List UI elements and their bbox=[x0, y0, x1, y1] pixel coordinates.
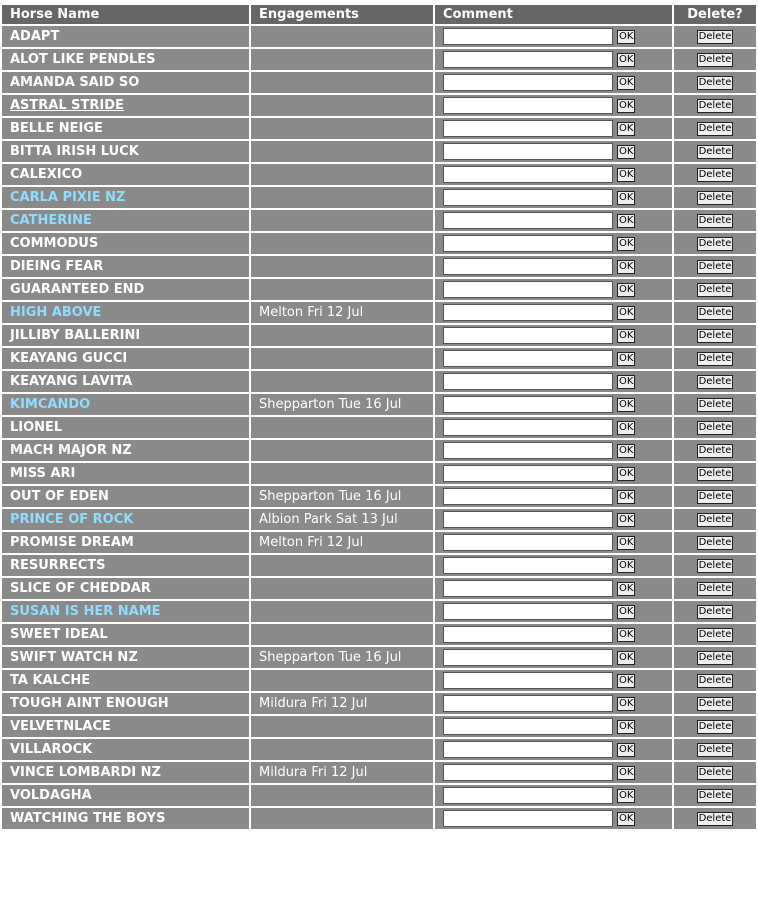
comment-cell bbox=[435, 233, 672, 254]
table-row bbox=[2, 371, 756, 392]
ok-button[interactable]: OK bbox=[619, 191, 634, 203]
delete-cell bbox=[674, 555, 756, 576]
comment-input[interactable] bbox=[443, 97, 613, 114]
horse-name: LIONEL bbox=[2, 417, 249, 438]
comment-input[interactable] bbox=[443, 672, 613, 689]
engagement-text: Mildura Fri 12 Jul bbox=[251, 693, 433, 714]
delete-cell bbox=[674, 72, 756, 93]
ok-button[interactable]: OK bbox=[619, 789, 634, 801]
engagement-text bbox=[251, 95, 433, 116]
comment-cell bbox=[435, 785, 672, 806]
delete-button[interactable]: Delete bbox=[698, 76, 732, 88]
comment-cell bbox=[435, 210, 672, 231]
engagement-text bbox=[251, 601, 433, 622]
comment-cell bbox=[435, 555, 672, 576]
comment-cell bbox=[435, 187, 672, 208]
delete-cell bbox=[674, 647, 756, 668]
comment-input[interactable] bbox=[443, 511, 613, 528]
comment-input[interactable] bbox=[443, 396, 613, 413]
delete-button[interactable]: Delete bbox=[698, 398, 732, 410]
delete-cell bbox=[674, 325, 756, 346]
comment-input[interactable] bbox=[443, 534, 613, 551]
delete-button[interactable]: Delete bbox=[698, 99, 732, 111]
table-row bbox=[2, 785, 756, 806]
ok-button[interactable]: OK bbox=[619, 766, 634, 778]
table-row bbox=[2, 95, 756, 116]
comment-input[interactable] bbox=[443, 327, 613, 344]
engagement-text bbox=[251, 187, 433, 208]
delete-cell bbox=[674, 693, 756, 714]
comment-cell bbox=[435, 325, 672, 346]
delete-button[interactable]: Delete bbox=[698, 283, 732, 295]
table-row bbox=[2, 624, 756, 645]
table-row bbox=[2, 808, 756, 829]
engagement-text bbox=[251, 210, 433, 231]
engagement-text bbox=[251, 624, 433, 645]
horse-name[interactable]: PRINCE OF ROCK bbox=[2, 509, 249, 530]
comment-cell bbox=[435, 716, 672, 737]
comment-cell bbox=[435, 256, 672, 277]
column-header-delete: Delete? bbox=[674, 5, 756, 24]
horse-name: JILLIBY BALLERINI bbox=[2, 325, 249, 346]
horse-table bbox=[0, 3, 758, 831]
ok-button[interactable]: OK bbox=[619, 421, 634, 433]
delete-cell bbox=[674, 118, 756, 139]
horse-name: SWIFT WATCH NZ bbox=[2, 647, 249, 668]
table-row bbox=[2, 118, 756, 139]
horse-name[interactable]: SUSAN IS HER NAME bbox=[2, 601, 249, 622]
ok-button[interactable]: OK bbox=[619, 582, 634, 594]
comment-input[interactable] bbox=[443, 74, 613, 91]
table-row bbox=[2, 164, 756, 185]
table-row bbox=[2, 279, 756, 300]
engagement-text bbox=[251, 578, 433, 599]
ok-button[interactable]: OK bbox=[619, 536, 634, 548]
table-row bbox=[2, 49, 756, 70]
engagement-text: Shepparton Tue 16 Jul bbox=[251, 647, 433, 668]
delete-cell bbox=[674, 739, 756, 760]
comment-cell bbox=[435, 509, 672, 530]
table-row bbox=[2, 256, 756, 277]
delete-cell bbox=[674, 164, 756, 185]
comment-cell bbox=[435, 141, 672, 162]
engagement-text bbox=[251, 325, 433, 346]
comment-input[interactable] bbox=[443, 695, 613, 712]
horse-name: ALOT LIKE PENDLES bbox=[2, 49, 249, 70]
ok-button[interactable]: OK bbox=[619, 237, 634, 249]
comment-input[interactable] bbox=[443, 488, 613, 505]
comment-cell bbox=[435, 164, 672, 185]
comment-input[interactable] bbox=[443, 626, 613, 643]
comment-cell bbox=[435, 279, 672, 300]
horse-name: BELLE NEIGE bbox=[2, 118, 249, 139]
ok-button[interactable]: OK bbox=[619, 812, 634, 824]
table-row bbox=[2, 762, 756, 783]
column-header-comment: Comment bbox=[435, 5, 672, 24]
comment-cell bbox=[435, 601, 672, 622]
horse-name: GUARANTEED END bbox=[2, 279, 249, 300]
ok-button[interactable]: OK bbox=[619, 214, 634, 226]
delete-button[interactable]: Delete bbox=[698, 697, 732, 709]
ok-button[interactable]: OK bbox=[619, 168, 634, 180]
engagement-text bbox=[251, 417, 433, 438]
delete-button[interactable]: Delete bbox=[698, 812, 732, 824]
table-row bbox=[2, 325, 756, 346]
delete-button[interactable]: Delete bbox=[698, 306, 732, 318]
engagement-text bbox=[251, 26, 433, 47]
engagement-text bbox=[251, 49, 433, 70]
delete-button[interactable]: Delete bbox=[698, 145, 732, 157]
delete-cell bbox=[674, 624, 756, 645]
delete-button[interactable]: Delete bbox=[698, 30, 732, 42]
table-row bbox=[2, 693, 756, 714]
engagement-text bbox=[251, 739, 433, 760]
horse-name: SLICE OF CHEDDAR bbox=[2, 578, 249, 599]
table-row bbox=[2, 739, 756, 760]
comment-cell bbox=[435, 348, 672, 369]
comment-input[interactable] bbox=[443, 281, 613, 298]
delete-button[interactable]: Delete bbox=[698, 214, 732, 226]
delete-cell bbox=[674, 302, 756, 323]
engagement-text bbox=[251, 256, 433, 277]
delete-cell bbox=[674, 26, 756, 47]
delete-cell bbox=[674, 49, 756, 70]
delete-button[interactable]: Delete bbox=[698, 720, 732, 732]
comment-cell bbox=[435, 26, 672, 47]
delete-button[interactable]: Delete bbox=[698, 444, 732, 456]
ok-button[interactable]: OK bbox=[619, 444, 634, 456]
delete-cell bbox=[674, 141, 756, 162]
comment-cell bbox=[435, 72, 672, 93]
delete-cell bbox=[674, 210, 756, 231]
engagement-text bbox=[251, 716, 433, 737]
table-row bbox=[2, 716, 756, 737]
comment-input[interactable] bbox=[443, 419, 613, 436]
engagement-text bbox=[251, 141, 433, 162]
engagement-text bbox=[251, 164, 433, 185]
comment-cell bbox=[435, 624, 672, 645]
engagement-text bbox=[251, 371, 433, 392]
ok-button[interactable]: OK bbox=[619, 467, 634, 479]
comment-input[interactable] bbox=[443, 235, 613, 252]
table-row bbox=[2, 72, 756, 93]
ok-button[interactable]: OK bbox=[619, 559, 634, 571]
delete-button[interactable]: Delete bbox=[698, 605, 732, 617]
ok-button[interactable]: OK bbox=[619, 145, 634, 157]
horse-name[interactable]: CARLA PIXIE NZ bbox=[2, 187, 249, 208]
delete-cell bbox=[674, 279, 756, 300]
comment-cell bbox=[435, 670, 672, 691]
comment-input[interactable] bbox=[443, 143, 613, 160]
horse-name: CALEXICO bbox=[2, 164, 249, 185]
ok-button[interactable]: OK bbox=[619, 628, 634, 640]
horse-name: VILLAROCK bbox=[2, 739, 249, 760]
delete-button[interactable]: Delete bbox=[698, 651, 732, 663]
comment-cell bbox=[435, 808, 672, 829]
delete-cell bbox=[674, 578, 756, 599]
horse-name: BITTA IRISH LUCK bbox=[2, 141, 249, 162]
comment-cell bbox=[435, 440, 672, 461]
comment-cell bbox=[435, 49, 672, 70]
comment-cell bbox=[435, 463, 672, 484]
table-row bbox=[2, 348, 756, 369]
ok-button[interactable]: OK bbox=[619, 674, 634, 686]
horse-name: MISS ARI bbox=[2, 463, 249, 484]
delete-button[interactable]: Delete bbox=[698, 766, 732, 778]
table-row bbox=[2, 394, 756, 415]
horse-name: VOLDAGHA bbox=[2, 785, 249, 806]
delete-button[interactable]: Delete bbox=[698, 53, 732, 65]
delete-cell bbox=[674, 95, 756, 116]
delete-button[interactable]: Delete bbox=[698, 421, 732, 433]
ok-button[interactable]: OK bbox=[619, 398, 634, 410]
horse-name[interactable]: HIGH ABOVE bbox=[2, 302, 249, 323]
comment-cell bbox=[435, 578, 672, 599]
engagement-text bbox=[251, 440, 433, 461]
comment-cell bbox=[435, 417, 672, 438]
delete-button[interactable]: Delete bbox=[698, 536, 732, 548]
comment-input[interactable] bbox=[443, 166, 613, 183]
delete-cell bbox=[674, 601, 756, 622]
engagement-text bbox=[251, 348, 433, 369]
delete-button[interactable]: Delete bbox=[698, 674, 732, 686]
comment-input[interactable] bbox=[443, 304, 613, 321]
table-row bbox=[2, 417, 756, 438]
comment-cell bbox=[435, 302, 672, 323]
delete-cell bbox=[674, 509, 756, 530]
comment-input[interactable] bbox=[443, 28, 613, 45]
comment-cell bbox=[435, 532, 672, 553]
ok-button[interactable]: OK bbox=[619, 697, 634, 709]
ok-button[interactable]: OK bbox=[619, 53, 634, 65]
horse-name: TOUGH AINT ENOUGH bbox=[2, 693, 249, 714]
comment-input[interactable] bbox=[443, 649, 613, 666]
delete-button[interactable]: Delete bbox=[698, 559, 732, 571]
comment-cell bbox=[435, 739, 672, 760]
ok-button[interactable]: OK bbox=[619, 306, 634, 318]
ok-button[interactable]: OK bbox=[619, 260, 634, 272]
horse-name[interactable]: KIMCANDO bbox=[2, 394, 249, 415]
horse-name[interactable]: CATHERINE bbox=[2, 210, 249, 231]
comment-cell bbox=[435, 394, 672, 415]
delete-button[interactable]: Delete bbox=[698, 789, 732, 801]
ok-button[interactable]: OK bbox=[619, 513, 634, 525]
delete-button[interactable]: Delete bbox=[698, 168, 732, 180]
delete-cell bbox=[674, 348, 756, 369]
comment-input[interactable] bbox=[443, 810, 613, 827]
comment-input[interactable] bbox=[443, 258, 613, 275]
horse-name: AMANDA SAID SO bbox=[2, 72, 249, 93]
horse-name[interactable]: ASTRAL STRIDE bbox=[2, 95, 249, 116]
table-row bbox=[2, 463, 756, 484]
engagement-text bbox=[251, 808, 433, 829]
delete-cell bbox=[674, 808, 756, 829]
comment-input[interactable] bbox=[443, 603, 613, 620]
horse-name: VINCE LOMBARDI NZ bbox=[2, 762, 249, 783]
table-row bbox=[2, 210, 756, 231]
table-row bbox=[2, 141, 756, 162]
ok-button[interactable]: OK bbox=[619, 743, 634, 755]
comment-input[interactable] bbox=[443, 442, 613, 459]
table-row bbox=[2, 187, 756, 208]
comment-input[interactable] bbox=[443, 350, 613, 367]
horse-name: KEAYANG LAVITA bbox=[2, 371, 249, 392]
ok-button[interactable]: OK bbox=[619, 76, 634, 88]
engagement-text bbox=[251, 279, 433, 300]
delete-button[interactable]: Delete bbox=[698, 628, 732, 640]
delete-button[interactable]: Delete bbox=[698, 237, 732, 249]
ok-button[interactable]: OK bbox=[619, 375, 634, 387]
delete-button[interactable]: Delete bbox=[698, 490, 732, 502]
comment-input[interactable] bbox=[443, 787, 613, 804]
comment-input[interactable] bbox=[443, 373, 613, 390]
delete-cell bbox=[674, 233, 756, 254]
horse-name: RESURRECTS bbox=[2, 555, 249, 576]
comment-input[interactable] bbox=[443, 718, 613, 735]
ok-button[interactable]: OK bbox=[619, 352, 634, 364]
engagement-text bbox=[251, 233, 433, 254]
ok-button[interactable]: OK bbox=[619, 329, 634, 341]
engagement-text: Shepparton Tue 16 Jul bbox=[251, 394, 433, 415]
delete-cell bbox=[674, 670, 756, 691]
engagement-text bbox=[251, 118, 433, 139]
table-row bbox=[2, 601, 756, 622]
comment-input[interactable] bbox=[443, 580, 613, 597]
delete-cell bbox=[674, 187, 756, 208]
ok-button[interactable]: OK bbox=[619, 30, 634, 42]
table-row bbox=[2, 532, 756, 553]
column-header-engagements: Engagements bbox=[251, 5, 433, 24]
horse-name: TA KALCHE bbox=[2, 670, 249, 691]
delete-button[interactable]: Delete bbox=[698, 329, 732, 341]
comment-input[interactable] bbox=[443, 51, 613, 68]
delete-button[interactable]: Delete bbox=[698, 375, 732, 387]
delete-button[interactable]: Delete bbox=[698, 743, 732, 755]
horse-name: MACH MAJOR NZ bbox=[2, 440, 249, 461]
horse-name: WATCHING THE BOYS bbox=[2, 808, 249, 829]
table-row bbox=[2, 302, 756, 323]
comment-input[interactable] bbox=[443, 189, 613, 206]
delete-cell bbox=[674, 762, 756, 783]
delete-button[interactable]: Delete bbox=[698, 467, 732, 479]
delete-cell bbox=[674, 417, 756, 438]
delete-cell bbox=[674, 486, 756, 507]
horse-name: COMMODUS bbox=[2, 233, 249, 254]
engagement-text: Shepparton Tue 16 Jul bbox=[251, 486, 433, 507]
horse-name: SWEET IDEAL bbox=[2, 624, 249, 645]
table-row bbox=[2, 647, 756, 668]
table-row bbox=[2, 555, 756, 576]
engagement-text: Mildura Fri 12 Jul bbox=[251, 762, 433, 783]
ok-button[interactable]: OK bbox=[619, 651, 634, 663]
ok-button[interactable]: OK bbox=[619, 99, 634, 111]
horse-name: VELVETNLACE bbox=[2, 716, 249, 737]
delete-cell bbox=[674, 256, 756, 277]
ok-button[interactable]: OK bbox=[619, 605, 634, 617]
comment-cell bbox=[435, 762, 672, 783]
table-row bbox=[2, 670, 756, 691]
ok-button[interactable]: OK bbox=[619, 122, 634, 134]
comment-cell bbox=[435, 486, 672, 507]
delete-button[interactable]: Delete bbox=[698, 352, 732, 364]
delete-cell bbox=[674, 394, 756, 415]
horse-list-panel bbox=[0, 3, 758, 831]
delete-button[interactable]: Delete bbox=[698, 582, 732, 594]
table-row bbox=[2, 440, 756, 461]
comment-cell bbox=[435, 118, 672, 139]
delete-cell bbox=[674, 440, 756, 461]
table-row bbox=[2, 486, 756, 507]
horse-rows bbox=[2, 26, 756, 829]
engagement-text bbox=[251, 785, 433, 806]
engagement-text: Melton Fri 12 Jul bbox=[251, 302, 433, 323]
table-row bbox=[2, 233, 756, 254]
engagement-text bbox=[251, 72, 433, 93]
comment-input[interactable] bbox=[443, 212, 613, 229]
table-header-row bbox=[2, 5, 756, 24]
comment-cell bbox=[435, 95, 672, 116]
comment-cell bbox=[435, 693, 672, 714]
engagement-text bbox=[251, 463, 433, 484]
comment-cell bbox=[435, 647, 672, 668]
delete-button[interactable]: Delete bbox=[698, 191, 732, 203]
delete-button[interactable]: Delete bbox=[698, 513, 732, 525]
comment-input[interactable] bbox=[443, 465, 613, 482]
horse-name: KEAYANG GUCCI bbox=[2, 348, 249, 369]
engagement-text: Albion Park Sat 13 Jul bbox=[251, 509, 433, 530]
ok-button[interactable]: OK bbox=[619, 283, 634, 295]
ok-button[interactable]: OK bbox=[619, 490, 634, 502]
column-header-horse-name: Horse Name bbox=[2, 5, 249, 24]
delete-button[interactable]: Delete bbox=[698, 260, 732, 272]
delete-cell bbox=[674, 532, 756, 553]
horse-name: PROMISE DREAM bbox=[2, 532, 249, 553]
engagement-text bbox=[251, 555, 433, 576]
table-row bbox=[2, 578, 756, 599]
delete-cell bbox=[674, 716, 756, 737]
engagement-text: Melton Fri 12 Jul bbox=[251, 532, 433, 553]
comment-input[interactable] bbox=[443, 120, 613, 137]
horse-name: OUT OF EDEN bbox=[2, 486, 249, 507]
engagement-text bbox=[251, 670, 433, 691]
horse-name: DIEING FEAR bbox=[2, 256, 249, 277]
horse-name: ADAPT bbox=[2, 26, 249, 47]
comment-cell bbox=[435, 371, 672, 392]
comment-input[interactable] bbox=[443, 557, 613, 574]
comment-input[interactable] bbox=[443, 741, 613, 758]
comment-input[interactable] bbox=[443, 764, 613, 781]
table-row bbox=[2, 509, 756, 530]
delete-button[interactable]: Delete bbox=[698, 122, 732, 134]
delete-cell bbox=[674, 785, 756, 806]
delete-cell bbox=[674, 463, 756, 484]
ok-button[interactable]: OK bbox=[619, 720, 634, 732]
table-row bbox=[2, 26, 756, 47]
delete-cell bbox=[674, 371, 756, 392]
